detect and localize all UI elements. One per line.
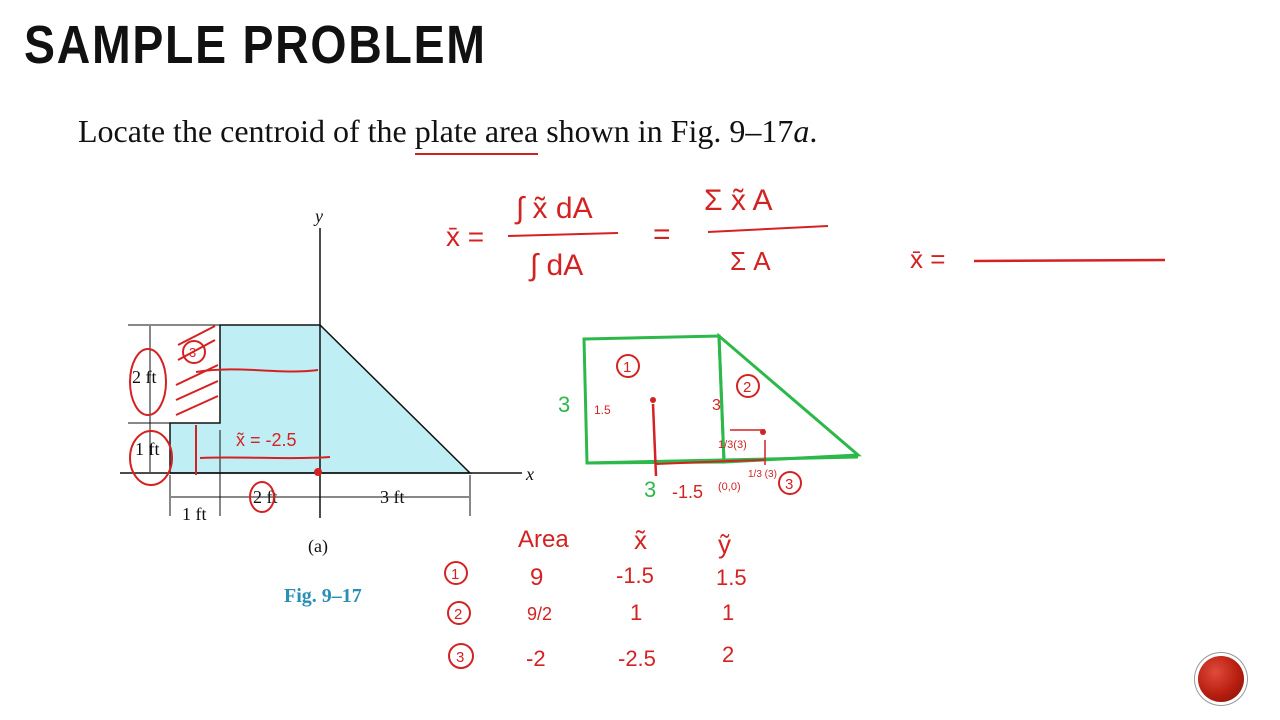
sketch-origin-label: (0,0) (718, 481, 741, 493)
row1-area: 9 (530, 564, 544, 591)
table-header-y: ỹ (718, 529, 731, 559)
formula-equals: = (653, 218, 671, 251)
sketch-half-height: 1.5 (594, 403, 611, 417)
row2-x: 1 (630, 600, 643, 625)
subfigure-label: (a) (308, 536, 328, 556)
dim-3ft-bottom: 3 ft (380, 487, 405, 507)
next-slide-icon[interactable] (1198, 656, 1244, 702)
dim-1ft-vertical: 1 ft (135, 439, 160, 459)
centroid-formula (446, 184, 1165, 282)
result-lhs: x̄ = (910, 244, 946, 274)
figure-caption: Fig. 9–17 (284, 585, 362, 607)
row1-y: 1.5 (716, 565, 747, 590)
underlined-phrase: plate area (415, 113, 538, 155)
row2-area: 9/2 (527, 604, 553, 624)
row2-y: 1 (722, 600, 735, 625)
problem-statement: Locate the centroid of the plate area shown in Fig. 9–17a. (78, 113, 817, 150)
sketch-height-left: 3 (558, 392, 571, 417)
slide-title: SAMPLE PROBLEM (24, 15, 487, 75)
sketch-part3: 3 (785, 476, 794, 493)
centroid-table (445, 525, 747, 671)
table-header-x: x̃ (634, 525, 647, 555)
sketch-bottom-neg: -1.5 (672, 482, 704, 502)
y-axis-label: y (315, 206, 323, 226)
plate-figure (120, 206, 534, 524)
sum-denominator: Σ A (730, 246, 771, 276)
row3-id: 3 (456, 649, 465, 666)
part3-label-on-figure: 3 (189, 345, 197, 360)
sum-numerator: Σ x̃ A (704, 184, 773, 217)
integral-denominator: ∫ dA (530, 249, 584, 282)
dim-2ft-vertical: 2 ft (132, 367, 157, 387)
sketch-part2: 2 (743, 379, 752, 396)
row3-area: -2 (526, 646, 546, 671)
sketch-frac-label: 1/3 (3) (748, 469, 777, 480)
row2-id: 2 (454, 606, 463, 623)
row1-id: 1 (451, 566, 460, 583)
formula-lhs: x̄ = (446, 221, 485, 252)
dim-1ft-bottom: 1 ft (182, 504, 207, 524)
sketch-bottom-left: 3 (644, 477, 657, 502)
integral-numerator: ∫ x̃ dA (516, 192, 593, 225)
row3-y: 2 (722, 642, 735, 667)
sketch-third-label: 1/3(3) (718, 439, 747, 451)
x-axis-label: x (526, 464, 534, 484)
dim-2ft-bottom: 2 ft (253, 487, 278, 507)
sketch-height-mid: 3 (712, 397, 721, 414)
row3-x: -2.5 (618, 646, 656, 671)
row1-x: -1.5 (616, 563, 654, 588)
table-header-area: Area (518, 526, 569, 553)
part3-centroid-label: x̃ = -2.5 (236, 430, 297, 450)
sketch-part1: 1 (623, 359, 632, 376)
